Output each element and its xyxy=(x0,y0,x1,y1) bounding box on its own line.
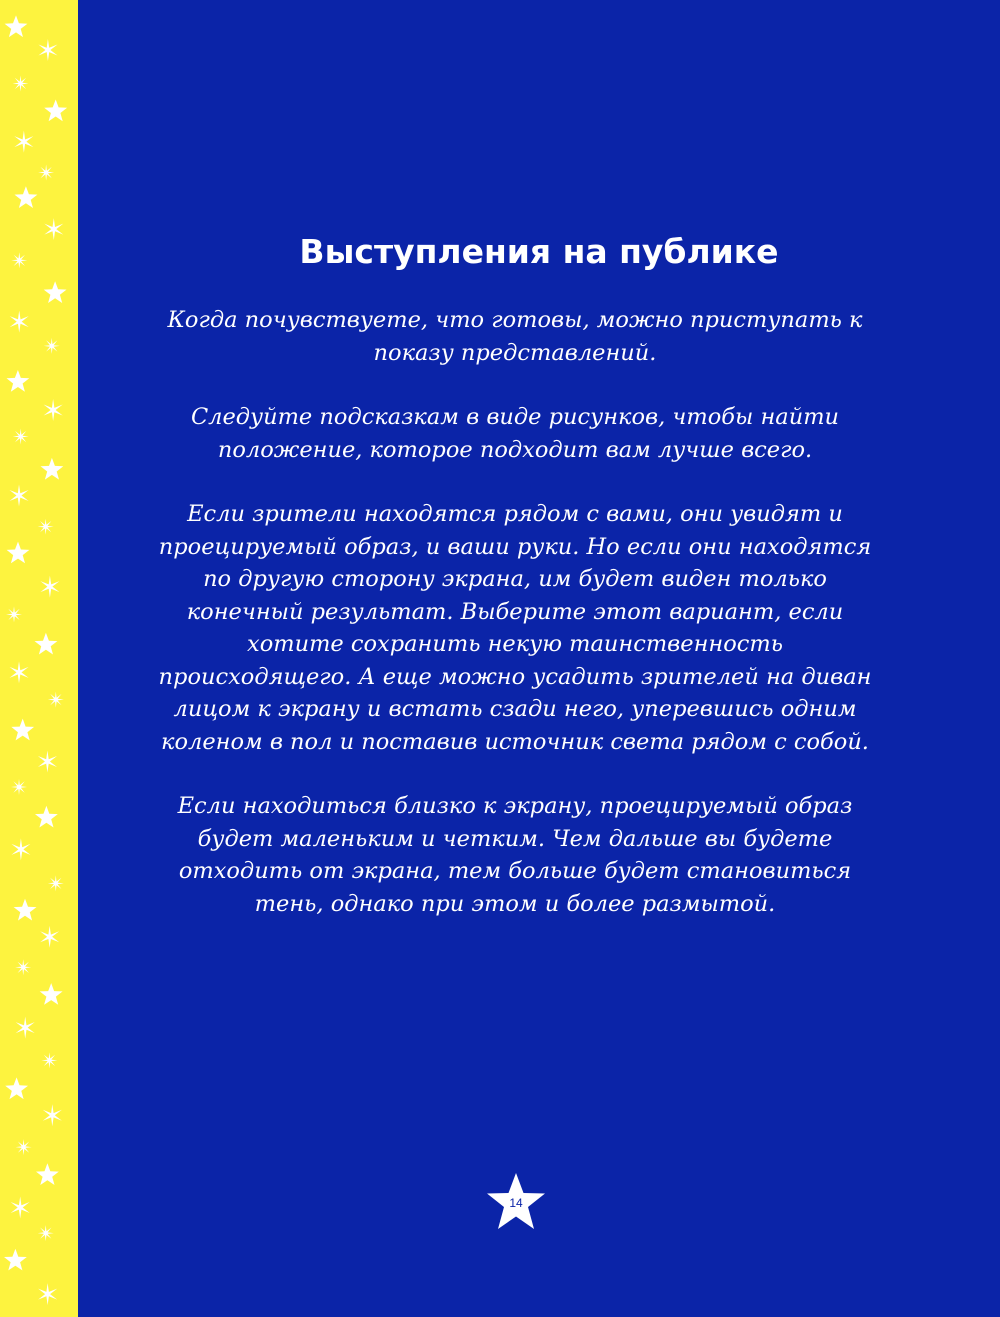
star-icon xyxy=(38,165,54,181)
star-icon xyxy=(13,429,29,445)
page-number: 14 xyxy=(509,1196,523,1210)
star-icon xyxy=(4,1249,27,1271)
star-icon xyxy=(5,15,28,37)
star-icon xyxy=(10,485,29,507)
star-icon xyxy=(38,751,57,773)
star-icon xyxy=(41,458,64,480)
star-icon xyxy=(11,838,30,860)
star-icon xyxy=(5,1077,28,1099)
star-icon xyxy=(11,252,27,268)
star-icon xyxy=(13,76,29,92)
paragraph-4: Если находиться близко к экрану, проецируемый образ будет маленьким и четким. Чем дальше вы будете отходить от экрана, тем больше будет становиться тень, однако при этом и более размытой. xyxy=(177,793,853,917)
page-title: Выступления на публике xyxy=(299,232,779,271)
star-icon xyxy=(48,875,64,891)
star-icon xyxy=(7,542,30,564)
body-text xyxy=(150,304,880,952)
paragraph-1: Когда почувствуете, что готовы, можно приступать к показу представлений. xyxy=(167,307,863,366)
star-icon xyxy=(43,1104,62,1126)
star-icon xyxy=(40,576,59,598)
star-icon xyxy=(16,1017,35,1039)
star-icon xyxy=(14,899,37,921)
star-icon xyxy=(44,100,67,122)
star-icon xyxy=(35,633,58,655)
star-icon xyxy=(10,311,29,333)
star-icon xyxy=(11,779,27,795)
star-icon xyxy=(48,692,64,708)
star-icon xyxy=(6,606,22,622)
star-icon xyxy=(44,338,60,354)
star-icon xyxy=(38,519,54,535)
star-icon xyxy=(38,1225,54,1241)
star-icon xyxy=(14,131,33,153)
star-icon xyxy=(38,1283,57,1305)
paragraph-2: Следуйте подсказкам в виде рисунков, чтобы найти положение, которое подходит вам лучше всего. xyxy=(190,404,840,463)
star-icon xyxy=(35,806,58,828)
star-icon xyxy=(44,399,63,421)
star-icon xyxy=(40,926,59,948)
star-icon xyxy=(15,186,38,208)
star-icon xyxy=(40,983,63,1005)
star-icon xyxy=(36,1163,59,1185)
star-icon xyxy=(11,1197,30,1219)
star-icon xyxy=(38,39,57,61)
sidebar-star-strip xyxy=(0,0,78,1317)
paragraph-3: Если зрители находятся рядом с вами, они увидят и проецируемый образ, и ваши руки. Но если они находятся по другую сторону экрана, им будет виден только конечный результат. Выберите этот вариант, если хотите сохранить некую таинственность происходящего. А еще можно усадить зрителей на диван лицом к экрану и встать сзади него, уперевшись одним коленом в пол и поставив источник света рядом с собой. xyxy=(158,501,872,755)
star-pattern-icon xyxy=(0,0,78,1317)
star-icon xyxy=(16,1139,32,1155)
star-icon xyxy=(7,370,30,392)
star-icon xyxy=(41,1052,57,1068)
star-icon xyxy=(15,959,31,975)
star-icon xyxy=(44,218,63,240)
star-icon xyxy=(11,719,34,741)
star-icon xyxy=(44,281,67,303)
page-number-badge xyxy=(485,1172,547,1232)
star-icon xyxy=(10,661,29,683)
